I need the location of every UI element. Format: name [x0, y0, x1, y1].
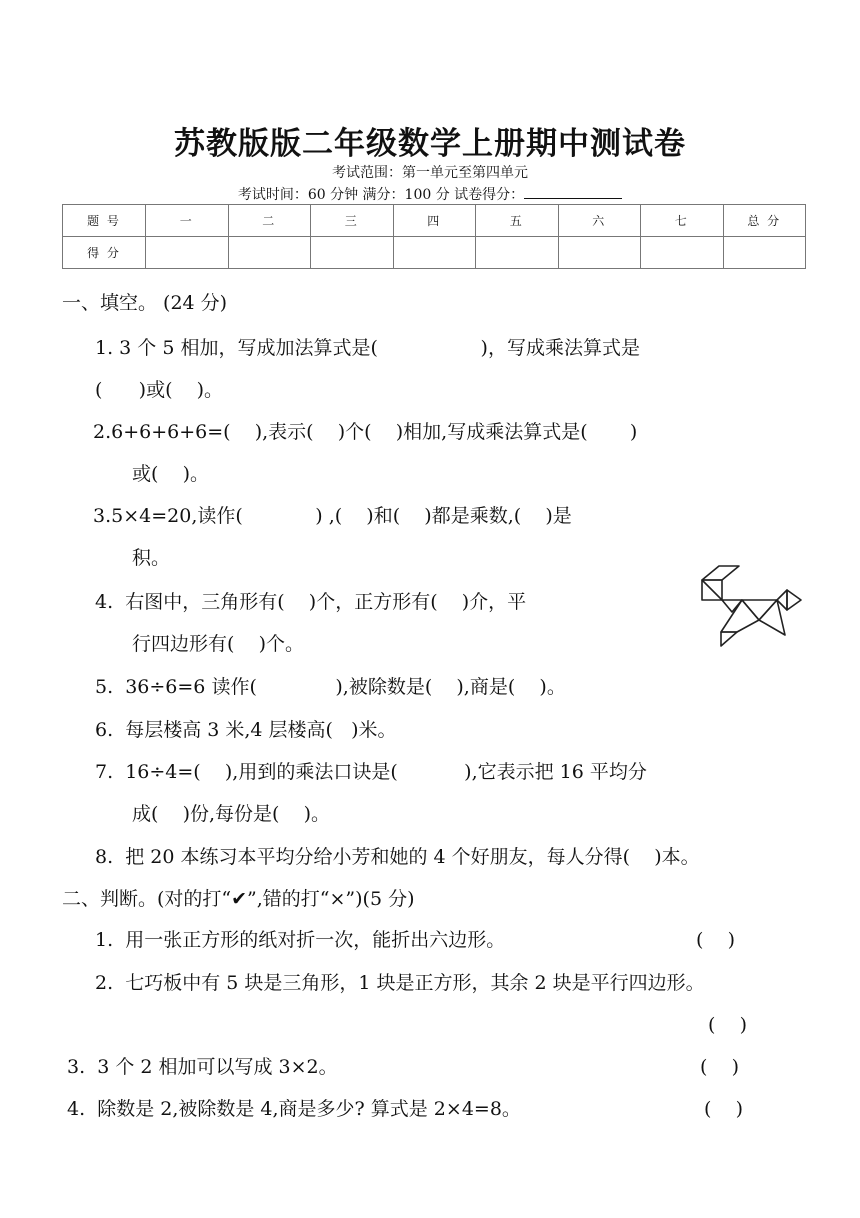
page-title: 苏教版版二年级数学上册期中测试卷 — [174, 126, 686, 162]
score-table — [62, 204, 806, 269]
judge-4: 4. 除数是 2,被除数是 4,商是多少? 算式是 2×4=8。 — [67, 1098, 521, 1120]
tangram-head-diagonal — [702, 580, 722, 600]
judge-1-answer[interactable]: ( ) — [696, 929, 735, 951]
question-1-line-1: 1. 3 个 5 相加，写成加法算式是( )，写成乘法算式是 — [95, 337, 640, 359]
question-7-line-2: 成( )份,每份是( )。 — [132, 803, 331, 825]
score-header-cell: 题 号 — [63, 205, 146, 237]
judge-2: 2. 七巧板中有 5 块是三角形，1 块是正方形，其余 2 块是平行四边形。 — [95, 972, 705, 994]
score-cell[interactable] — [228, 237, 311, 269]
score-header-cell: 总 分 — [723, 205, 806, 237]
question-4-line-1: 4. 右图中，三角形有( )个，正方形有( )介，平 — [95, 591, 527, 613]
judge-4-answer[interactable]: ( ) — [704, 1098, 743, 1120]
question-1-line-2: ( )或( )。 — [95, 379, 224, 401]
section-fill-blank-heading: 一、填空。 (24 分) — [62, 292, 228, 314]
score-header-cell: 六 — [558, 205, 641, 237]
question-3-line-1: 3.5×4=20,读作( ) ,( )和( )都是乘数,( )是 — [93, 505, 572, 527]
exam-info — [0, 184, 860, 204]
question-8: 8. 把 20 本练习本平均分给小芳和她的 4 个好朋友，每人分得( )本。 — [95, 846, 700, 868]
score-table-score-row — [63, 237, 806, 269]
score-cell[interactable] — [558, 237, 641, 269]
question-5: 5. 36÷6=6 读作( ),被除数是( ),商是( )。 — [95, 676, 566, 698]
score-cell[interactable] — [476, 237, 559, 269]
judge-3: 3. 3 个 2 相加可以写成 3×2。 — [67, 1056, 338, 1078]
score-header-cell: 三 — [311, 205, 394, 237]
score-header-cell: 四 — [393, 205, 476, 237]
exam-range: 考试范围：第一单元至第四单元 — [332, 165, 528, 181]
judge-1: 1. 用一张正方形的纸对折一次，能折出六边形。 — [95, 929, 506, 951]
tangram-medium-triangle-back-leg — [759, 600, 785, 635]
score-cell[interactable] — [311, 237, 394, 269]
question-2-line-1: 2.6+6+6+6=( ),表示( )个( )相加,写成乘法算式是( ) — [93, 421, 638, 443]
exam-info-text: 考试时间：60 分钟 满分：100 分 试卷得分： — [237, 187, 525, 203]
score-table-header-row — [63, 205, 806, 237]
score-header-cell: 二 — [228, 205, 311, 237]
question-3-line-2: 积。 — [132, 547, 171, 569]
question-6: 6. 每层楼高 3 米,4 层楼高( )米。 — [95, 719, 397, 741]
score-cell[interactable] — [723, 237, 806, 269]
score-header-cell: 七 — [641, 205, 724, 237]
question-2-line-2: 或( )。 — [132, 463, 209, 485]
question-7-line-1: 7. 16÷4=( ),用到的乘法口诀是( ),它表示把 16 平均分 — [95, 761, 647, 783]
question-4-line-2: 行四边形有( )个。 — [132, 633, 304, 655]
judge-3-answer[interactable]: ( ) — [700, 1056, 739, 1078]
score-cell[interactable] — [641, 237, 724, 269]
judge-2-answer[interactable]: ( ) — [708, 1014, 747, 1036]
score-blank[interactable] — [524, 185, 622, 199]
tangram-large-triangle-body — [742, 600, 777, 620]
score-row-label: 得 分 — [63, 237, 146, 269]
tangram-parallelogram-ear — [702, 566, 739, 580]
score-header-cell: 一 — [146, 205, 229, 237]
tangram-tail-tip — [787, 590, 801, 610]
tangram-small-triangle-foot — [721, 632, 737, 646]
score-header-cell: 五 — [476, 205, 559, 237]
score-cell[interactable] — [393, 237, 476, 269]
score-cell[interactable] — [146, 237, 229, 269]
section-judge-heading: 二、判断。(对的打“✔”,错的打“×”)(5 分) — [62, 888, 415, 910]
tangram-dog-figure — [697, 560, 803, 652]
